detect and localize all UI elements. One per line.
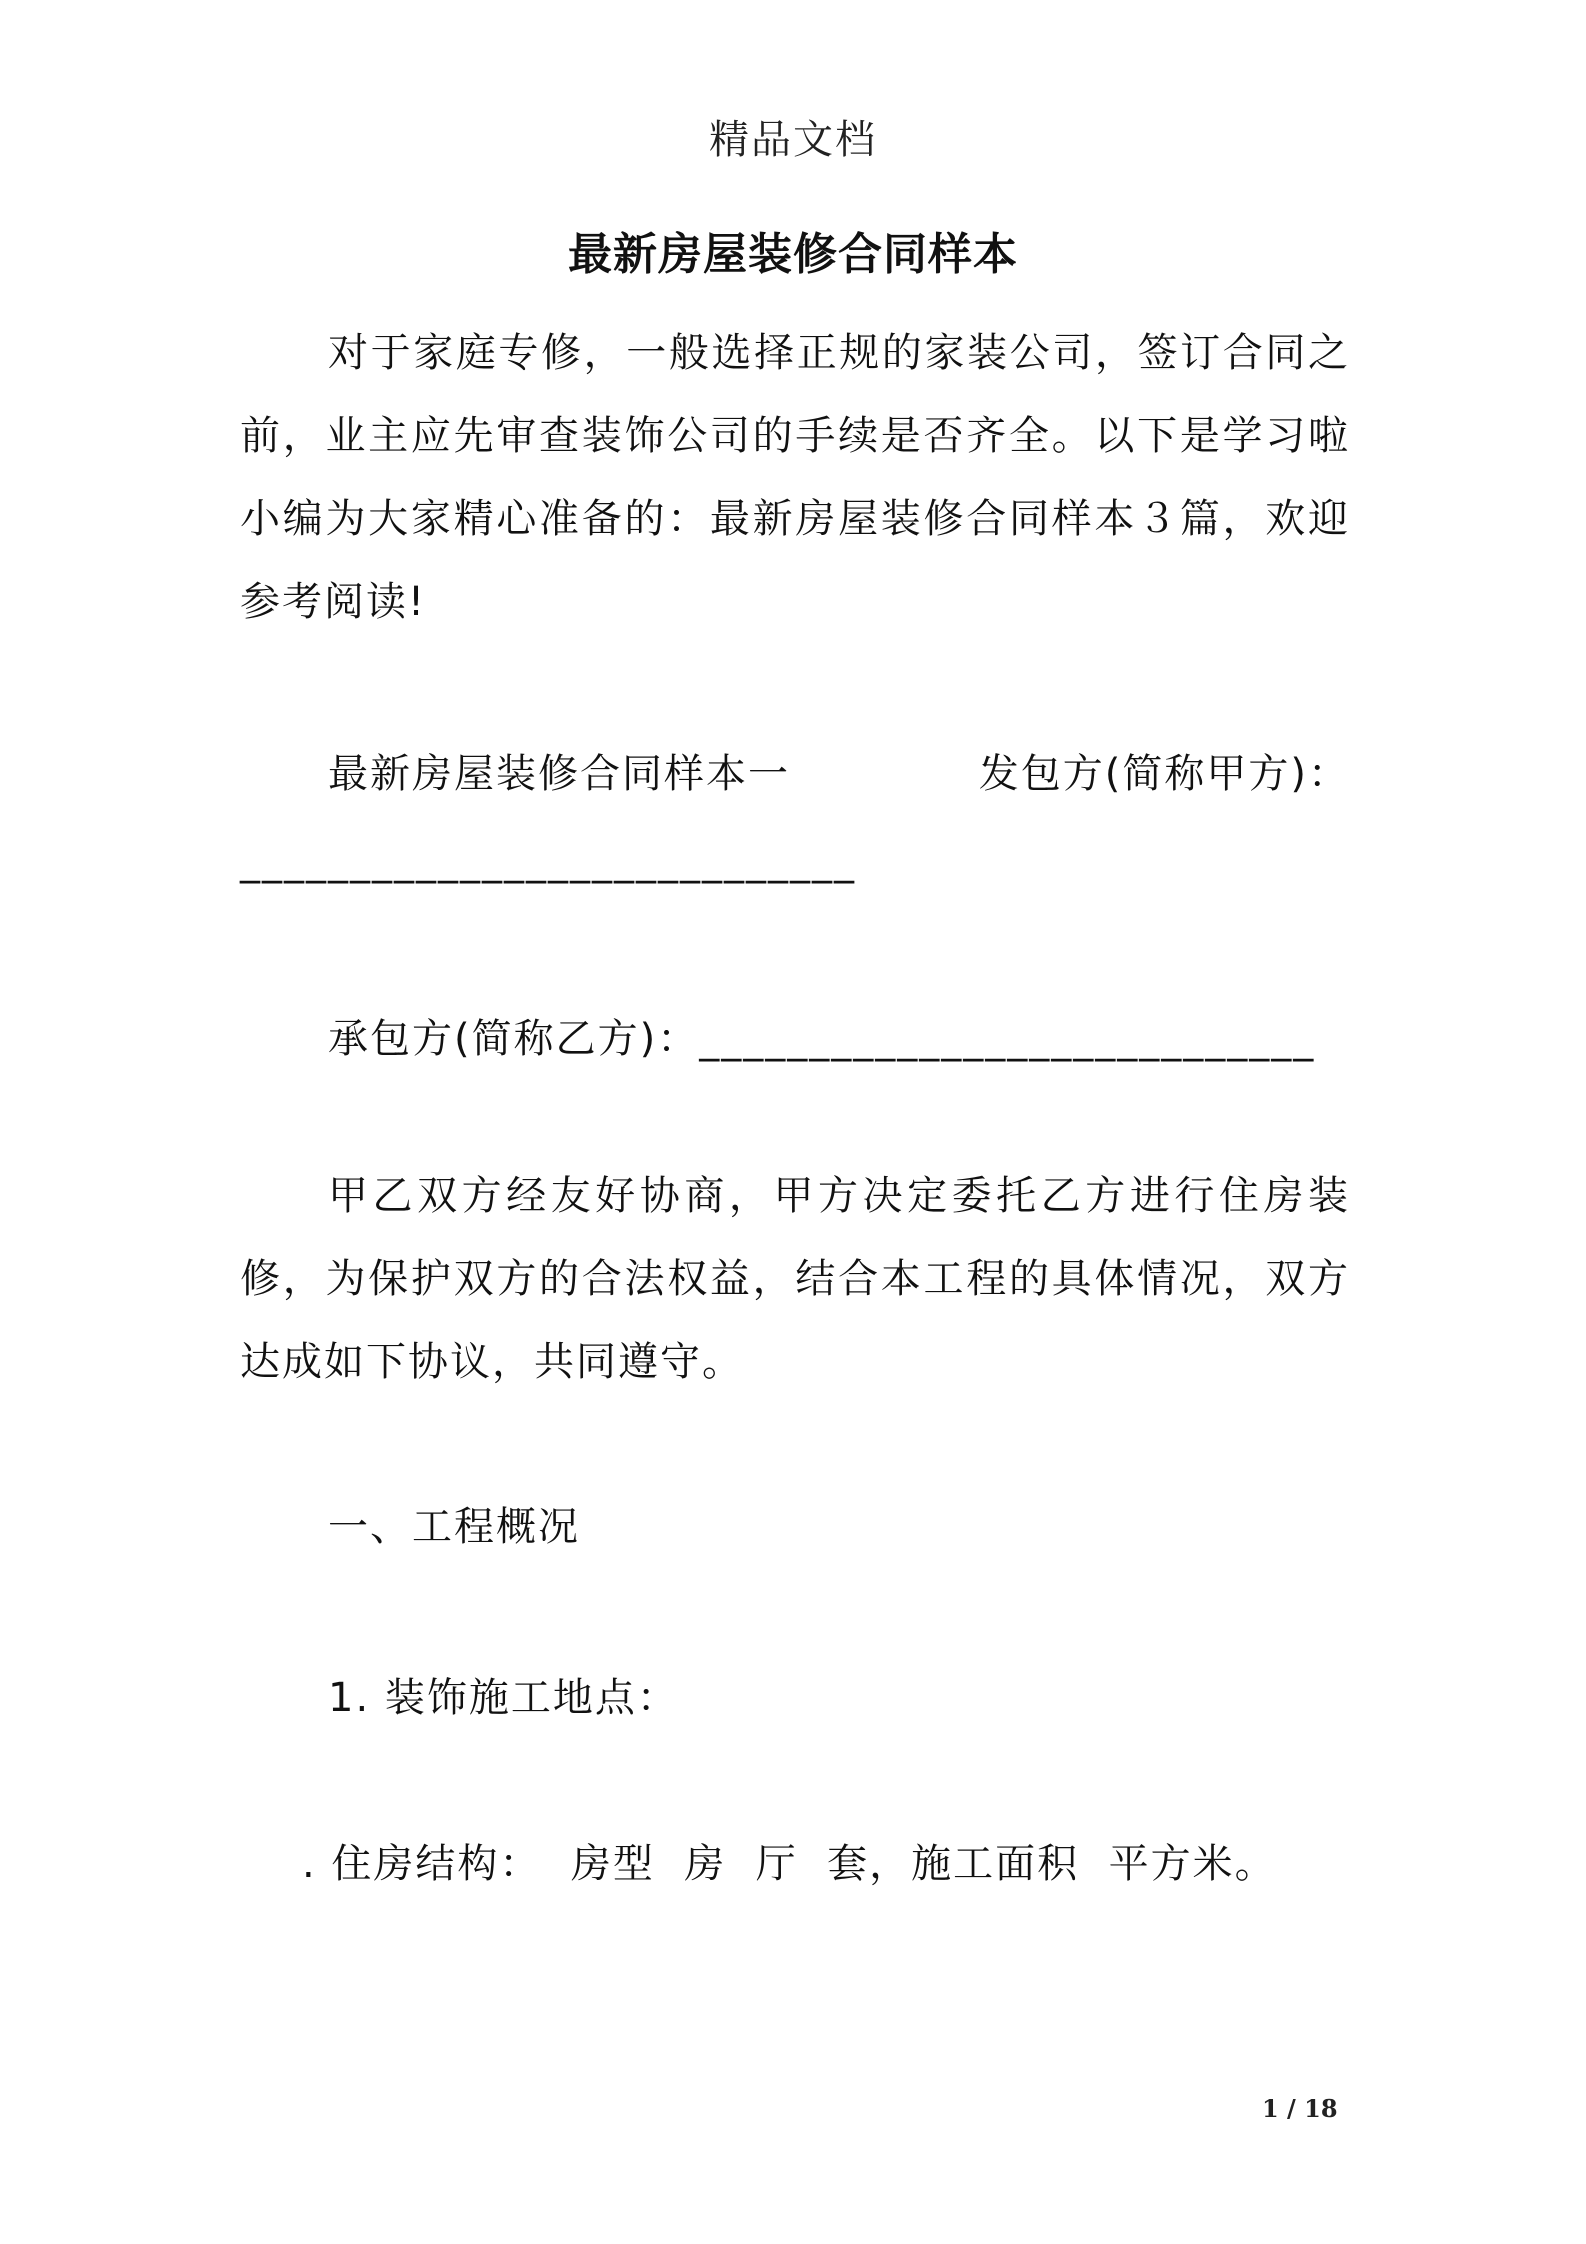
construction-location-item: 1. 装饰施工地点： (328, 1675, 679, 1721)
sample-heading-line (328, 742, 1350, 799)
section-heading: 一、工程概况 (328, 1504, 580, 1550)
sample-heading: 最新房屋装修合同样本一 (328, 751, 790, 797)
housing-structure-item: . 住房结构： 房型 房 厅 套，施工面积 平方米。 (302, 1841, 1277, 1887)
document-title: 最新房屋装修合同样本 (568, 229, 1018, 280)
page-number: 1 / 18 (1262, 2094, 1338, 2123)
party-a-label: 发包方(简称甲方)： (978, 751, 1350, 797)
party-a-blank: ____________________________ (240, 838, 856, 884)
agreement-paragraph: 甲乙双方经友好协商，甲方决定委托乙方进行住房装修，为保护双方的合法权益，结合本工程的具体情况，双方达成如下协议，共同遵守。 (240, 1173, 1350, 1385)
intro-paragraph: 对于家庭专修，一般选择正规的家装公司，签订合同之前，业主应先审查装饰公司的手续是否齐全。以下是学习啦小编为大家精心准备的：最新房屋装修合同样本３篇，欢迎参考阅读! (240, 330, 1350, 625)
party-b-line: 承包方(简称乙方)：____________________________ (328, 1016, 1316, 1062)
page-header: 精品文档 (709, 117, 877, 163)
